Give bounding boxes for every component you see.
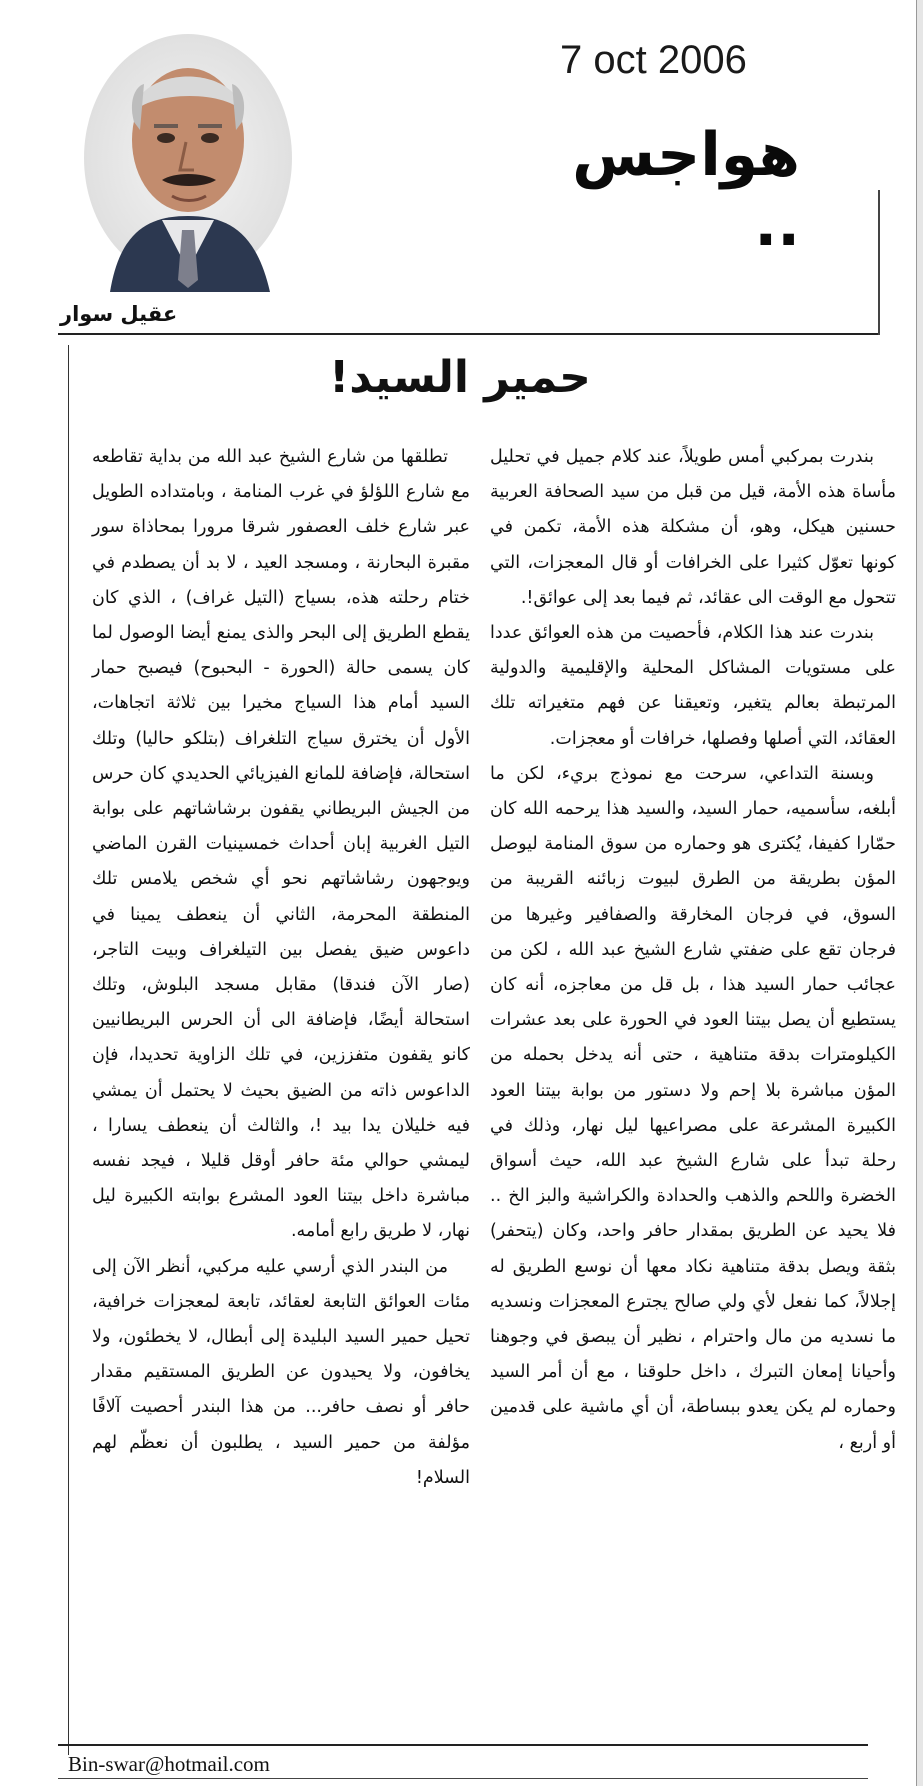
paragraph: تطلقها من شارع الشيخ عبد الله من بداية تقاطعه مع شارع اللؤلؤ في غرب المنامة ، وبامتداده الطويل عبر شارع خلف العصفور شرقا مرورا بمحاذاة سور مقبرة البحارنة ، ومسجد العيد ، لا بد أن يصطدم في ختام رحلته هذه، بسياج (التيل غراف) ، الذي كان يقطع الطريق إلى البحر والذى يمنع أيضا الوصول لما كان يسمى حالة (الحورة - البحبوح) فيصبح حمار السيد أمام هذا السياج مخيرا بين ثلاثة اتجاهات، الأول أن يخترق سياج التلغراف (بتلكو حاليا) وتلك استحالة، فإضافة للمانع الفيزيائي الحديدي كان حرس من الجيش البريطاني يقفون برشاشاتهم على بوابة التيل الغربية إبان أحداث خمسينيات القرن الماضي ويوجهون رشاشاتهم نحو أي شخص يلامس تلك المنطقة المحرمة، الثاني أن ينعطف يمينا في داعوس ضيق يفصل بين التيلغراف وبيت التاجر، (صار الآن فندقا) مقابل مسجد البلوش، وتلك استحالة أيضًا، فإضافة الى أن الحرس البريطانيين كانو يقفون متفززين، في تلك الزاوية تحديدا، فإن الداعوس ذاته من الضيق بحيث لا يحتمل أن يمشي فيه خليلان يدا بيد !، والثالث أن ينعطف يسارا ، ليمشي حوالي مئة حافر أوقل قليلا ، فيجد نفسه مباشرة داخل بيتنا العود المشرع بوابته الكبيرة ليل نهار، لا طريق رابع أمامه. [92,447,470,1242]
author-name: عقيل سوار [60,302,178,326]
article-frame-left [68,345,69,1755]
article-column-right [490,440,896,1461]
author-portrait [70,30,300,292]
header-divider [58,333,878,335]
publication-date: 7 oct 2006 [560,38,747,82]
author-email[interactable]: Bin-swar@hotmail.com [68,1752,270,1776]
page-edge [916,0,923,1786]
header-divider-vertical [878,190,880,335]
article-column-left [92,440,470,1496]
paragraph: وبسنة التداعي، سرحت مع نموذج بريء، لكن ما أبلغه، سأسميه، حمار السيد، والسيد هذا يرحمه الله كان حمّارا كفيفا، يُكترى هو وحماره من سوق المنامة ليوصل المؤن بطريقة من الطرق لبيوت زبائنه القريبة من السوق، في فرجان المخارقة والصفافير وغيرها من فرجان تقع على ضفتي شارع الشيخ عبد الله ، لكن من عجائب حمار السيد هذا ، بل قل من معاجزه، أنه كان يستطيع أن يصل بيتنا العود في الحورة على بعد عشرات الكيلومترات بدقة متناهية ، حتى أنه يدخل بحمله من المؤن مباشرة بلا إحم ولا دستور من بوابة بيتنا العود الكبيرة المشرعة على مصراعيها ليل نهار، وذلك في رحلة تبدأ على شارع الشيخ عبد الله، حيث أسواق الخضرة واللحم والذهب والحدادة والكراشية والبز الخ .. فلا يحيد عن الطريق بمقدار حافر واحد، وكان (يتحفر) بثقة ويصل بدقة متناهية نكاد معها أن نوسع الطريق له إجلالاً، كما نفعل لأي ولي صالح يجترع المعجزات ونسديه ما نسديه من مال واحترام ، نظير أن يبصق في وجوهنا وأحيانا إمعان التبرك ، داخل حلوقنا ، مع أن أمر السيد وحماره لم يكن يعدو ببساطة، أن أي ماشية على قدمين أو أربع ، [490,763,896,1453]
footer-divider [58,1744,868,1746]
paragraph: بندرت عند هذا الكلام، فأحصيت من هذه العوائق عددا على مستويات المشاكل المحلية والإقليمية والدولية المرتبطة بعالم يتغير، وتعيقنا عن فهم متغيراته تلك العقائد، التي أصلها وفصلها، خرافات أو معجزات. [490,623,896,749]
paragraph: بندرت بمركبي أمس طويلاً، عند كلام جميل في تحليل مأساة هذه الأمة، قيل من قبل من سيد الصحافة العربية حسنين هيكل، وهو، أن مشكلة هذه الأمة، تكمن في كونها تعوّل كثيرا على الخرافات أو قال المعجزات، التي تتحول مع الوقت الى عقائد، ثم فيما بعد إلى عوائق!. [490,447,896,608]
paragraph: من البندر الذي أرسي عليه مركبي، أنظر الآن إلى مئات العوائق التابعة لعقائد، تابعة لمعجزات خرافية، تحيل حمير السيد البليدة إلى أبطال، لا يخطئون، ولا يخافون، ولا يحيدون عن الطريق المستقيم مقدار حافر أو نصف حافر... من هذا البندر أحصيت آلافًا مؤلفة من حمير السيد ، يطلبون أن نعظّم لهم السلام! [92,1256,470,1488]
column-title: هواجس .. [572,120,800,260]
article-headline: حمير السيد! [329,352,591,403]
footer-rule [58,1778,868,1779]
